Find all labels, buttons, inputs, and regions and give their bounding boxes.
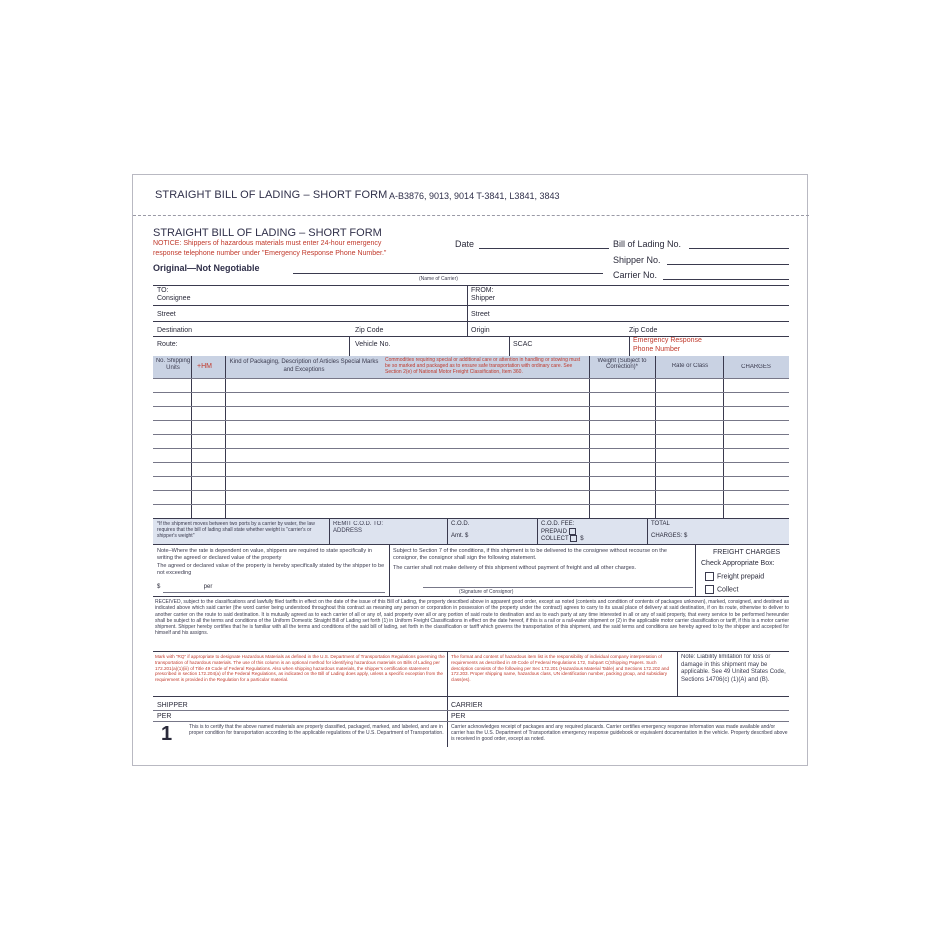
section-7-note: Subject to Section 7 of the conditions, if this shipment is to be delivered to the consignee without recourse on the consignor, the consignor shall sign the following statement. <box>393 548 667 561</box>
scac-label: SCAC <box>513 341 533 348</box>
col-divider-hm <box>225 356 226 518</box>
carrier-acknowledgement: Carrier acknowledges receipt of packages and any required placards. Carrier certifies emergency response information was made available and/or carrier has the U.S. Department of Transportation emergency response guidebook or equivalent documentation in the vehicle. Property described above is received in good order, except as noted. <box>451 724 788 743</box>
summary-divider-3 <box>537 519 538 544</box>
shipper-street-field[interactable] <box>467 321 789 322</box>
freight-collect-label: Collect <box>717 586 739 594</box>
terms-divider-1 <box>389 544 390 596</box>
value-note: Note–Where the rate is dependent on value, shippers are required to state specifically in writing the agreed or declared value of the property <box>157 548 372 561</box>
header-commodities-note: Commodities requiring special or additional care or attention in handling or stowing must be so marked and packaged as to ensure safe transportation with ordinary care. See Section 2(e) of National Motor Freight Classification, Item 360. <box>385 357 581 375</box>
address-divider <box>467 285 468 337</box>
table-row[interactable] <box>153 420 789 421</box>
perforation-line <box>133 215 809 216</box>
table-row[interactable] <box>153 448 789 449</box>
received-terms: RECEIVED, subject to the classifications and lawfully filed tariffs in effect on the date of the issue of this Bill of Lading, the property described above in apparent good order, except as noted (contents and condition of contents of packages unknown), marked, consigned, and destined as indicated above which said carrier (the word carrier being understood throughout this contract as meaning any person or corporation in possession of the property under the contract) agrees to carry to its usual place of delivery at said destination, if on its route, otherwise to deliver to another carrier on the route to said destination. It is mutually agreed as to each carrier of all or any of, said property over all or any portion of said route to destination and as to each party at any time interested in all or any of said property, that every service to be performed hereunder shall be subject to all the terms and conditions of the Uniform Domestic Straight Bill of Lading set forth (1) in Uniform Freight Classifications in effect on the date hereof, if this is a rail or a rail-water shipment or (2) in the applicable motor carrier classification or tariff, if this is a motor carrier shipment. Shipper hereby certifies that he is familiar with all the terms and conditions of the said bill of lading, set forth in the classification or tariff which governs the transportation of this shipment, and the said terms and conditions are hereby agreed to by the shipper and accepted for himself and his assigns. <box>155 599 789 637</box>
cod-fee-label: C.O.D. FEE: <box>541 521 575 527</box>
per-line[interactable] <box>153 721 789 722</box>
summary-bottom-rule <box>153 544 789 545</box>
total-charges-label: CHARGES: $ <box>651 533 688 539</box>
cod-collect-option[interactable] <box>541 535 584 542</box>
table-row[interactable] <box>153 462 789 463</box>
origin-label: Origin <box>471 327 490 334</box>
consignee-label: Consignee <box>157 295 191 302</box>
received-bottom-rule <box>153 651 789 652</box>
header-charges: CHARGES <box>741 364 771 370</box>
shipper-street-label: Street <box>471 311 490 318</box>
header-rate-or-class: Rate or Class <box>671 363 709 369</box>
vehicle-number-label: Vehicle No. <box>355 341 391 348</box>
hazmat-divider-1 <box>447 652 448 696</box>
carrier-per-label: PER <box>451 713 466 720</box>
freight-prepaid-label: Freight prepaid <box>717 573 765 581</box>
table-row[interactable] <box>153 406 789 407</box>
collect-label: COLLECT <box>541 536 569 543</box>
stub-title: STRAIGHT BILL OF LADING – SHORT FORM <box>155 189 388 201</box>
table-row[interactable] <box>153 504 789 505</box>
header-shipping-units: No. Shipping Units <box>155 358 191 371</box>
table-row[interactable] <box>153 490 789 491</box>
route-label: Route: <box>157 341 178 348</box>
shipper-signature-label: SHIPPER <box>157 702 188 709</box>
bol-number-label: Bill of Lading No. <box>613 239 682 249</box>
ports-note: *If the shipment moves between two ports by a carrier by water, the law requires that the bill of lading shall state whether weight is "carrier's or shipper's weight" <box>157 521 315 539</box>
prepaid-checkbox[interactable] <box>569 528 576 535</box>
liability-note: Note: Liability limitation for loss or damage in this shipment may be applicable. See 49 United States Code, Sections 14706(c) (1)(A) and (B). <box>681 654 786 683</box>
bill-of-lading-form <box>132 174 808 766</box>
hazmat-rq-note: Mark with "RQ" if appropriate to designate Hazardous Materials as defined in the U.S. Department of Transportation Regulations governing the transportation of hazardous materials. The use of this column is an optional method for identifying hazardous materials on Bills of Lading per 172.201(a)(1)(iii) of Title 49 Code of Federal Regulations. Also when shipping hazardous materials, the shipper's certification statement prescribed in section 172.204(a) of the Federal Regulations, as indicated on the Bill of Lading does apply, unless a specific exception from the requirement is provided in the Regulation for a particular material. <box>155 654 445 683</box>
shipper-number-field[interactable] <box>667 264 789 265</box>
table-row[interactable] <box>153 378 789 379</box>
carrier-name-line[interactable] <box>293 273 603 274</box>
check-appropriate-box: Check Appropriate Box: <box>701 560 775 567</box>
original-not-negotiable: Original—Not Negotiable <box>153 263 260 273</box>
shipper-label: Shipper <box>471 295 496 302</box>
signature-line[interactable] <box>153 710 789 711</box>
freight-prepaid-option[interactable] <box>705 572 764 581</box>
notice-line-1: NOTICE: Shippers of hazardous materials must enter 24-hour emergency <box>153 240 382 247</box>
carrier-number-label: Carrier No. <box>613 270 658 280</box>
date-label: Date <box>455 239 475 249</box>
table-row[interactable] <box>153 392 789 393</box>
notice-line-2: response telephone number under "Emergency Response Phone Number." <box>153 250 387 257</box>
signature-of-consignor-caption: (Signature of Consignor) <box>459 589 514 595</box>
remit-cod-address: REMIT C.O.D. TO: ADDRESS <box>333 521 383 534</box>
copy-number: 1 <box>161 723 173 745</box>
header-weight: Weight (Subject to Correction)* <box>597 358 647 370</box>
cod-label: C.O.D. <box>451 521 470 527</box>
consignor-signature-line[interactable] <box>423 587 693 588</box>
signature-divider <box>447 697 448 747</box>
terms-divider-2 <box>695 544 696 596</box>
summary-divider-1 <box>329 519 330 544</box>
prepaid-label: PREPAID <box>541 529 567 536</box>
consignee-field[interactable] <box>153 305 467 306</box>
col-divider-description <box>589 356 590 518</box>
to-label: TO: <box>157 287 169 294</box>
shipper-zip-label: Zip Code <box>629 327 658 334</box>
hazmat-bottom-rule <box>153 696 789 697</box>
route-divider <box>349 336 350 356</box>
declared-value-line[interactable] <box>163 592 385 593</box>
table-row[interactable] <box>153 476 789 477</box>
freight-charges-heading: FREIGHT CHARGES <box>713 549 781 556</box>
consignee-zip-label: Zip Code <box>355 327 384 334</box>
hazmat-format-note: The format and content of hazardous item list is the responsibility of individual company interpretation of requirements as described in 49 Code of Federal Regulations 172, Subpart C(Shipping Papers. Such description consists of the following per Sec 172.201 (Hazardous Material Table) and Sections 172.202 and 172.203. Proper shipping name, hazardous class, UN identification number, packing group, and subsidiary class(es). <box>451 654 669 683</box>
terms-bottom-rule <box>153 596 789 597</box>
cod-fee-dollar: $ <box>580 536 584 543</box>
col-divider-units <box>191 356 192 518</box>
consignee-street-field[interactable] <box>153 321 467 322</box>
consignee-street-label: Street <box>157 311 176 318</box>
emergency-response-label: Emergency Response <box>633 337 702 344</box>
freight-prepaid-checkbox[interactable] <box>705 572 714 581</box>
header-kind-of-packaging: Kind of Packaging, Description of Articles Special Marks and Exceptions <box>229 359 379 373</box>
bol-number-field[interactable] <box>689 248 789 249</box>
table-row[interactable] <box>153 434 789 435</box>
shipper-field[interactable] <box>467 305 789 306</box>
freight-collect-checkbox[interactable] <box>705 585 714 594</box>
stub-form-codes: A-B3876, 9013, 9014 T-3841, L3841, 3843 <box>389 191 560 201</box>
carrier-signature-label: CARRIER <box>451 702 483 709</box>
declared-value-field[interactable]: $ per <box>157 584 213 590</box>
form-title: STRAIGHT BILL OF LADING – SHORT FORM <box>153 227 382 239</box>
declared-value-note: The agreed or declared value of the property is hereby specifically stated by the shipper to be not exceeding <box>157 563 385 576</box>
cod-amount-label: Amt. $ <box>451 533 469 539</box>
destination-label: Destination <box>157 327 193 334</box>
hazmat-divider-2 <box>677 652 678 696</box>
carrier-number-field[interactable] <box>663 279 789 280</box>
shipper-per-label: PER <box>157 713 172 720</box>
emergency-phone-label: Phone Number <box>633 346 681 353</box>
header-hm: +HM <box>197 363 212 370</box>
col-divider-weight <box>655 356 656 518</box>
collect-checkbox[interactable] <box>570 535 577 542</box>
shipper-number-label: Shipper No. <box>613 255 661 265</box>
scac-divider <box>629 336 630 356</box>
total-label: TOTAL <box>651 521 670 527</box>
from-label: FROM: <box>471 287 494 294</box>
summary-divider-4 <box>647 519 648 544</box>
carrier-payment-note: The carrier shall not make delivery of this shipment without payment of freight and all other charges. <box>393 565 637 571</box>
vehicle-divider <box>509 336 510 356</box>
shipper-certification: This is to certify that the above named materials are properly classified, packaged, marked, and labeled, and are in proper condition for transportation according to the applicable regulations of the U.S. Department of Transportation. <box>189 724 444 737</box>
name-of-carrier-caption: (Name of Carrier) <box>419 276 458 282</box>
col-divider-rate <box>723 356 724 518</box>
summary-divider-2 <box>447 519 448 544</box>
date-field[interactable] <box>479 248 609 249</box>
address-top-rule <box>153 285 789 286</box>
freight-collect-option[interactable] <box>705 585 738 594</box>
